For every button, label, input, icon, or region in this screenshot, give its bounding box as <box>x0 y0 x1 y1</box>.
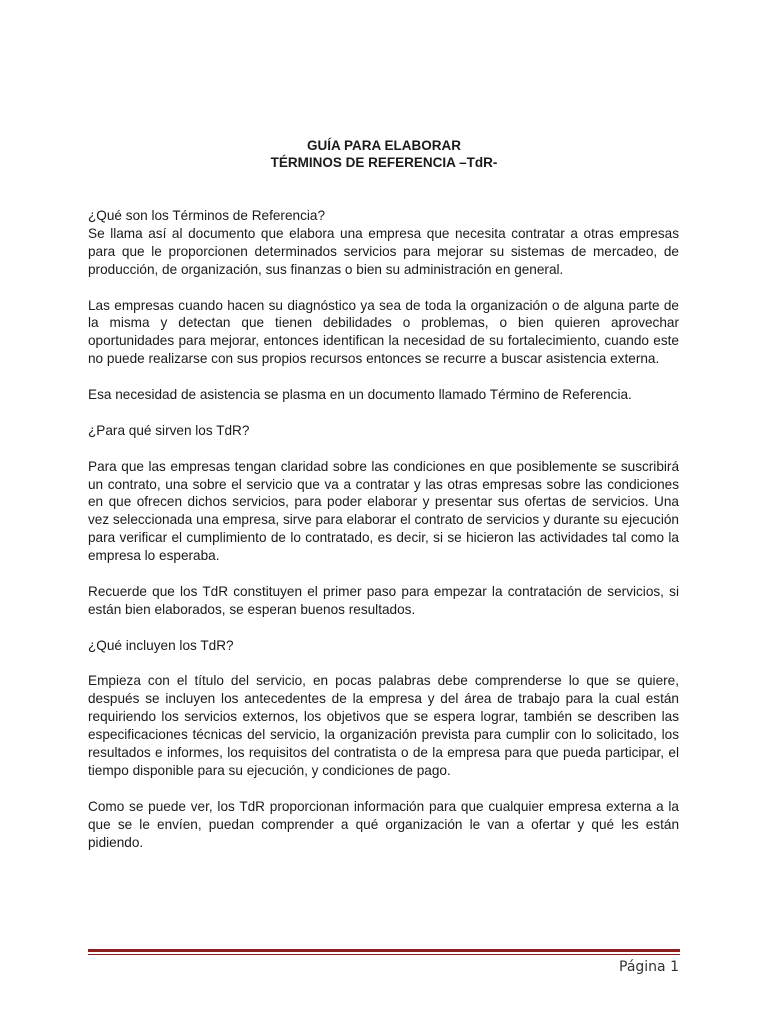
paragraph-need: Esa necesidad de asistencia se plasma en un documento llamado Término de Referencia. <box>88 387 632 403</box>
document-title <box>0 137 768 171</box>
document-body <box>88 207 679 852</box>
page-number: Página 1 <box>619 959 679 975</box>
footer-divider-thick <box>88 949 680 952</box>
paragraph-reminder: Recuerde que los TdR constituyen el primer paso para empezar la contratación de servicios, si están bien elaborados, se esperan buenos resultados. <box>88 583 679 617</box>
question-what-are-tdr: ¿Qué son los Términos de Referencia? <box>88 208 326 223</box>
question-purpose: ¿Para qué sirven los TdR? <box>88 422 250 438</box>
question-contents: ¿Qué incluyen los TdR? <box>88 637 234 653</box>
paragraph-definition: Se llama así al documento que elabora una empresa que necesita contratar a otras empresas para que le proporcionen determinados servicios para mejorar su sistemas de mercadeo, de producción, de organización, sus finanzas o bien su administración en general. <box>88 225 679 277</box>
footer-divider-thin <box>88 954 680 955</box>
paragraph-contents: Empieza con el título del servicio, en pocas palabras debe comprenderse lo que se quiere, después se incluyen los antecedentes de la empresa y del área de trabajo para la cual están requiriendo los servicios externos, los objetivos que se espera lograr, también se describen las especificaciones técnicas del servicio, la organización prevista para cumplir con lo solicitado, los resultados e informes, los requisitos del contratista o de la empresa para que pueda participar, el tiempo disponible para su ejecución, y condiciones de pago. <box>88 673 679 778</box>
paragraph-conclusion: Como se puede ver, los TdR proporcionan información para que cualquier empresa externa a la que se le envíen, puedan comprender a qué organización le van a ofertar y qué les están pidiendo. <box>88 798 679 850</box>
paragraph-purpose: Para que las empresas tengan claridad sobre las condiciones en que posiblemente se suscribirá un contrato, una sobre el servicio que va a contratar y las otras empresas sobre las condiciones en que ofrecen dichos servicios, para poder elaborar y presentar sus ofertas de servicios. Una vez seleccionada una empresa, sirve para elaborar el contrato de servicios y durante su ejecución para verificar el cumplimiento de lo contratado, es decir, si se hicieron las actividades tal como la empresa lo esperaba. <box>88 458 679 564</box>
title-line-1: GUÍA PARA ELABORAR <box>307 138 461 153</box>
title-line-2: TÉRMINOS DE REFERENCIA –TdR- <box>270 155 498 170</box>
paragraph-diagnosis: Las empresas cuando hacen su diagnóstico ya sea de toda la organización o de alguna parte de la misma y detectan que tienen debilidades o problemas, o bien quieren aprovechar oportunidades para mejorar, entonces identifican la necesidad de su fortalecimiento, cuando este no puede realizarse con sus propios recursos entonces se recurre a buscar asistencia externa. <box>88 297 679 367</box>
